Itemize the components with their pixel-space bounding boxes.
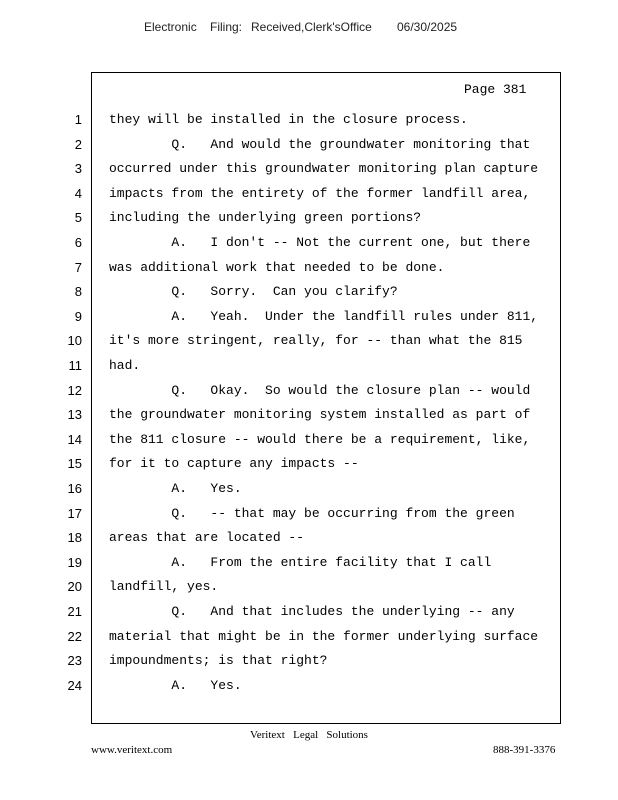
transcript-line [0, 307, 618, 327]
line-number: 7 [74, 259, 82, 275]
line-text: Q. -- that may be occurring from the green [109, 505, 515, 521]
transcript-line [0, 331, 618, 351]
transcript-line [0, 651, 618, 671]
line-text: occurred under this groundwater monitoring plan capture [109, 161, 539, 177]
line-number: 11 [68, 358, 82, 373]
header-date: 06/30/2025 [397, 20, 458, 34]
transcript-line [0, 430, 618, 450]
transcript-line [0, 627, 618, 647]
transcript-line [0, 479, 618, 499]
line-number: 9 [74, 308, 82, 324]
line-number: 17 [67, 505, 82, 521]
line-number: 13 [67, 407, 82, 423]
line-text: A. Yeah. Under the landfill rules under 811, [109, 308, 539, 324]
transcript-line [0, 258, 618, 278]
line-text: they will be installed in the closure process. [109, 112, 468, 127]
line-text: it's more stringent, really, for -- than what the 815 [109, 333, 523, 349]
line-text: Q. And that includes the underlying -- any [109, 604, 515, 619]
line-number: 8 [74, 284, 82, 300]
header-filing: Filing: [210, 20, 243, 34]
transcript-line [0, 282, 618, 302]
transcript-line [0, 184, 618, 204]
line-number: 4 [74, 185, 82, 201]
line-number: 2 [74, 136, 82, 152]
transcript-line [0, 381, 618, 401]
line-number: 15 [67, 456, 82, 472]
line-number: 10 [67, 333, 82, 349]
line-text: for it to capture any impacts -- [109, 456, 359, 472]
line-number: 5 [74, 210, 82, 226]
transcript-line [0, 676, 618, 696]
line-number: 21 [67, 604, 82, 619]
line-text: including the underlying green portions? [109, 210, 422, 226]
transcript-line [0, 454, 618, 474]
line-text: landfill, yes. [109, 579, 219, 595]
transcript-line [0, 356, 618, 376]
line-text: A. From the entire facility that I call [109, 554, 492, 570]
filing-header [0, 20, 618, 36]
line-number: 18 [67, 530, 82, 546]
line-text: had. [109, 358, 141, 373]
transcript-line [0, 110, 618, 130]
line-text: Q. Okay. So would the closure plan -- would [109, 382, 531, 398]
line-text: was additional work that needed to be done. [109, 259, 445, 275]
transcript-line [0, 528, 618, 548]
line-number: 19 [67, 554, 82, 570]
transcript-line [0, 135, 618, 155]
line-text: the 811 closure -- would there be a requirement, like, [109, 431, 531, 447]
line-text: Q. Sorry. Can you clarify? [109, 284, 398, 300]
line-number: 20 [67, 579, 82, 595]
line-text: the groundwater monitoring system installed as part of [109, 407, 531, 423]
line-number: 6 [74, 235, 82, 250]
transcript-line [0, 159, 618, 179]
line-text: impacts from the entirety of the former landfill area, [109, 185, 531, 201]
transcript-line [0, 405, 618, 425]
transcript-line [0, 577, 618, 597]
header-received: Received,Clerk'sOffice [251, 20, 372, 34]
line-text: material that might be in the former underlying surface [109, 628, 539, 644]
line-text: A. I don't -- Not the current one, but there [109, 235, 531, 250]
line-text: A. Yes. [109, 481, 242, 496]
line-number: 23 [67, 653, 82, 669]
footer-website: www.veritext.com [91, 744, 173, 756]
footer-company: Veritext Legal Solutions [250, 729, 368, 741]
footer-phone: 888-391-3376 [493, 744, 556, 756]
line-text: impoundments; is that right? [109, 653, 328, 669]
transcript-line [0, 553, 618, 573]
line-number: 16 [67, 481, 82, 496]
header-electronic: Electronic [144, 20, 197, 34]
line-number: 1 [74, 112, 82, 127]
transcript-line [0, 504, 618, 524]
page-number: Page 381 [464, 82, 527, 97]
transcript-line [0, 233, 618, 253]
line-text: A. Yes. [109, 677, 242, 693]
line-number: 24 [67, 677, 82, 693]
line-number: 22 [67, 628, 82, 644]
line-text: areas that are located -- [109, 530, 305, 546]
transcript-line [0, 602, 618, 622]
line-number: 12 [67, 382, 82, 398]
line-number: 3 [74, 161, 82, 177]
line-number: 14 [67, 431, 82, 447]
transcript-line [0, 208, 618, 228]
line-text: Q. And would the groundwater monitoring that [109, 136, 531, 152]
